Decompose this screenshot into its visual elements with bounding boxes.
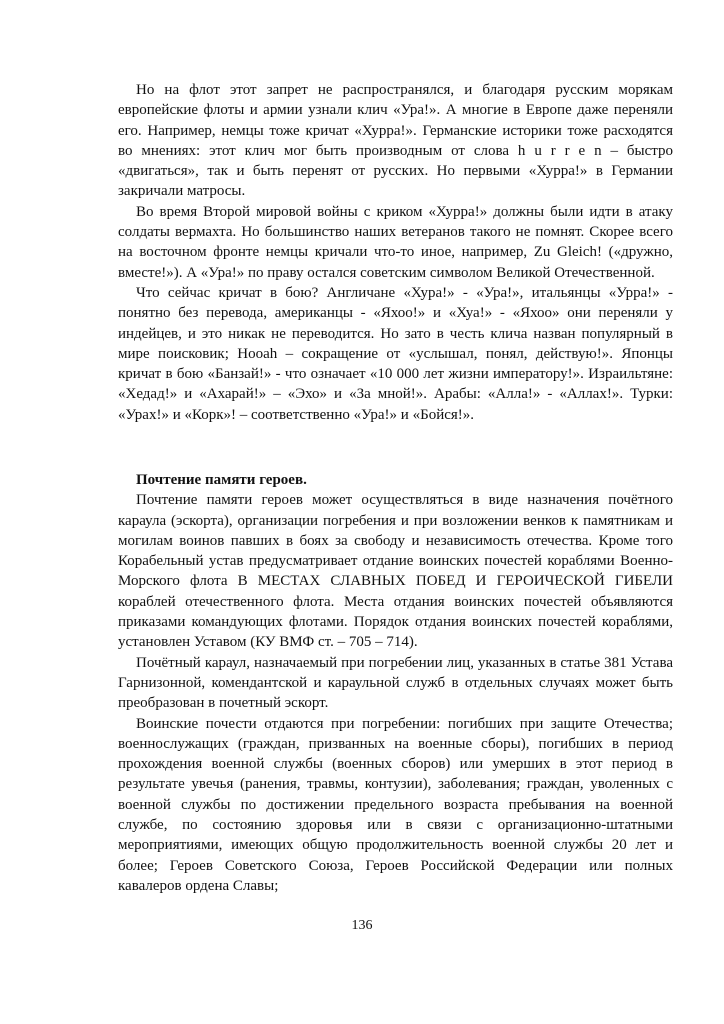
paragraph: Почтение памяти героев может осуществляться в виде назначения почётного караула (эскорта), организации погребения и при возложении венков к памятникам и могилам воинов павших в боях за свободу и независимость отечества. Кроме того Корабельный устав предусматривает отдание воинских почестей кораблями Военно-Морского флота В МЕСТАХ СЛАВНЫХ ПОБЕД И ГЕРОИЧЕСКОЙ ГИБЕЛИ кораблей отечественного флота. Места отдания воинских почестей объявляются приказами командующих флотами. Порядок отдания воинских почестей кораблями, установлен Уставом (КУ ВМФ ст. – 705 – 714). [118, 492, 673, 651]
paragraph: Воинские почести отдаются при погребении: погибших при защите Отечества; военнослужащих (граждан, призванных на военные сборы), погибших в период прохождения военной службы (военных сборов) или умерших в этот период в результате увечья (ранения, травмы, контузии), заболевания; граждан, уволенных с военной службы по достижении предельного возраста пребывания на военной службе, по состоянию здоровья или в связи с организационно-штатными мероприятиями, имеющих общую продолжительность военной службы 20 лет и более; Героев Советского Союза, Героев Российской Федерации или полных кавалеров ордена Славы; [118, 715, 673, 894]
section-ura-war-cry [118, 80, 673, 425]
paragraph: Но на флот этот запрет не распространялся, и благодаря русским морякам европейские флоты и армии узнали клич «Ура!». А многие в Европе даже переняли его. Например, немцы тоже кричат «Хурра!». Германские историки тоже расходятся во мнениях: этот клич мог быть производным от слова h u r r e n – быстро «двигаться», так и быть перенят от русских. Но первыми «Хурра!» в Германии закричали матросы. [118, 82, 673, 200]
page-number: 136 [351, 918, 373, 933]
paragraph: Что сейчас кричат в бою? Англичане «Хура!» - «Ура!», итальянцы «Урра!» - понятно без перевода, американцы - «Яхоо!» и «Хуа!» - «Яхоо» они переняли у индейцев, и это никак не переводится. Но зато в честь клича назван популярный в мире поисковик; Hooah – сокращение от «услышал, понял, действую!». Японцы кричат в бою «Банзай!» - что означает «10 000 лет жизни императору!». Израильтяне: «Хедад!» и «Ахарай!» – «Эхо» и «За мной!». Арабы: «Алла!» - «Аллах!». Турки: «Урах!» и «Корк»! – соответственно «Ура!» и «Бойся!». [118, 284, 673, 423]
paragraph: Почётный караул, назначаемый при погребении лиц, указанных в статье 381 Устава Гарнизонной, комендантской и караульной служб в отдельных случаях может быть преобразован в почетный эскорт. [118, 654, 673, 712]
section-honoring-heroes [118, 470, 673, 896]
paragraph: Во время Второй мировой войны с криком «Хурра!» должны были идти в атаку солдаты вермахта. Но большинство наших ветеранов такого не помнят. Скорее всего на восточном фронте немцы кричали что-то иное, например, Zu Gleich! («дружно, вместе!»). А «Ура!» по праву остался советским символом Великой Отечественной. [118, 203, 673, 281]
section-heading: Почтение памяти героев. [136, 472, 307, 488]
